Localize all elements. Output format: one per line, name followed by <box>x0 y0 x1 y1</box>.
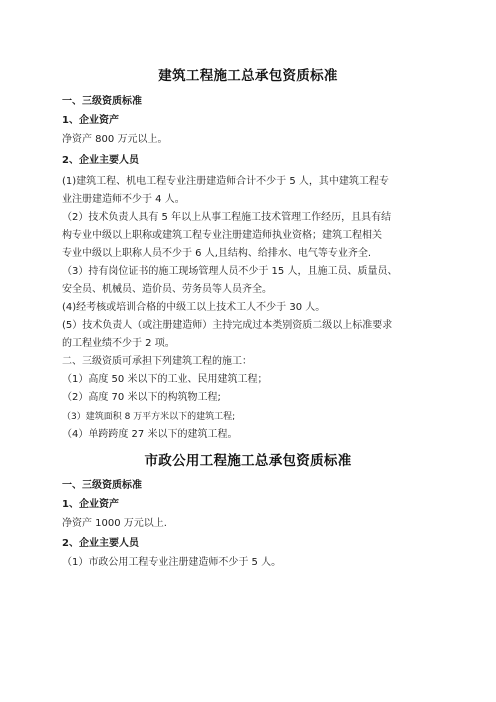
scope-line: （1）高度 50 米以下的工业、民用建筑工程； <box>62 374 268 385</box>
personnel-line: 的工程业绩不少于 2 项。 <box>62 338 175 349</box>
section1-item2-heading: 2、企业主要人员 <box>62 155 139 166</box>
personnel-line: (4)经考核或培训合格的中级工以上技术工人不少于 30 人。 <box>62 302 326 313</box>
personnel-line: (5）技术负责人（或注册建造师）主持完成过本类别资质二级以上标准要求 <box>62 320 393 331</box>
scope-line: （4）单跨跨度 27 米以下的建筑工程。 <box>62 429 238 440</box>
personnel-line: 业注册建造师不少于 4 人。 <box>62 194 185 205</box>
personnel-line: （2）技术负责人具有 5 年以上从事工程施工技术管理工作经历，且具有结 <box>62 212 392 223</box>
personnel-line: (1)建筑工程、机电工程专业注册建造师合计不少于 5 人，其中建筑工程专 <box>62 176 389 187</box>
section1-item1-text: 净资产 800 万元以上。 <box>62 134 168 145</box>
section1-title: 建筑工程施工总承包资质标准 <box>158 68 338 84</box>
scope-line: （2）高度 70 米以下的构筑物工程; <box>62 392 221 403</box>
personnel-line: 专业中级以上职称人员不少于 6 人,且结构、给排水、电气等专业齐全. <box>62 248 372 259</box>
section1-item1-heading: 1、企业资产 <box>62 115 119 126</box>
personnel-line: 安全员、机械员、造价员、劳务员等人员齐全。 <box>62 284 272 295</box>
section1-scope-heading: 二、三级资质可承担下列建筑工程的施工： <box>62 356 252 367</box>
personnel-line: 构专业中级以上职称或建筑工程专业注册建造师执业资格；建筑工程相关 <box>62 230 382 241</box>
scope-line: （3）建筑面积 8 万平方米以下的建筑工程; <box>62 412 236 422</box>
section2-title: 市政公用工程施工总承包资质标准 <box>144 453 352 469</box>
section2-level-heading: 一、三级资质标准 <box>62 480 142 491</box>
section1-level-heading: 一、三级资质标准 <box>62 96 142 107</box>
section2-item1-heading: 1、企业资产 <box>62 499 119 510</box>
section2-item1-text: 净资产 1000 万元以上. <box>62 518 167 529</box>
personnel-line: （1）市政公用工程专业注册建造师不少于 5 人。 <box>62 557 282 568</box>
personnel-line: （3）持有岗位证书的施工现场管理人员不少于 15 人，且施工员、质量员、 <box>62 266 398 277</box>
section2-item2-heading: 2、企业主要人员 <box>62 538 139 549</box>
